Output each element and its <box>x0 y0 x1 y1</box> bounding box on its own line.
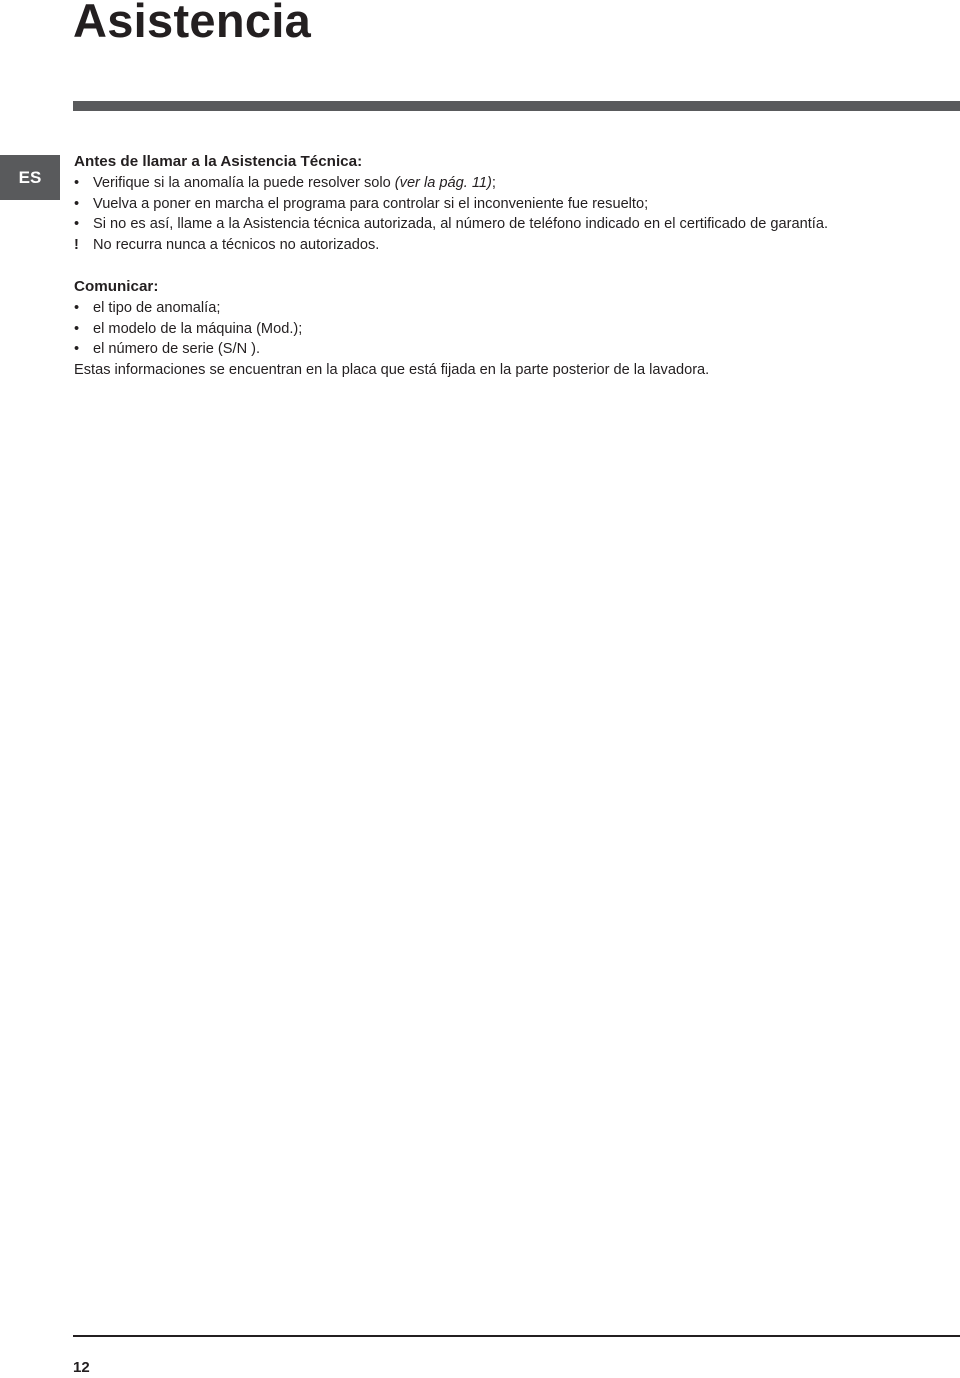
page-number: 12 <box>73 1359 90 1376</box>
page-reference: (ver la pág. 11) <box>394 174 492 191</box>
list-item-tail: ; <box>491 174 496 191</box>
warning-text: No recurra nunca a técnicos no autorizados. <box>93 237 380 254</box>
title-divider <box>73 101 960 111</box>
language-tab: ES <box>0 155 60 200</box>
list-item-text: Verifique si la anomalía la puede resolver solo <box>93 174 395 191</box>
list-item-text: Si no es así, llame a la Asistencia técnica autorizada, al número de teléfono indicado en el certificado de garantía. <box>93 216 828 233</box>
list-item-text: el modelo de la máquina (Mod.); <box>93 320 303 337</box>
communicate-heading: Comunicar: <box>74 277 159 295</box>
before-calling-heading: Antes de llamar a la Asistencia Técnica: <box>74 153 363 170</box>
warning-note <box>74 235 954 256</box>
before-calling-list <box>74 173 954 235</box>
communicate-section <box>74 277 954 381</box>
main-content <box>74 152 954 381</box>
list-item <box>74 194 954 215</box>
list-item-text: Vuelva a poner en marcha el programa para controlar si el inconveniente fue resuelto; <box>93 195 649 212</box>
list-item <box>74 214 954 235</box>
list-item-text: el número de serie (S/N ). <box>93 341 261 358</box>
footer-divider <box>73 1335 960 1337</box>
list-item <box>74 298 954 319</box>
communicate-list <box>74 298 954 360</box>
list-item <box>74 319 954 340</box>
list-item <box>74 173 954 194</box>
list-item-text: el tipo de anomalía; <box>93 299 221 316</box>
warning-mark: ! <box>74 237 79 254</box>
rating-plate-note: Estas informaciones se encuentran en la placa que está fijada en la parte posterior de la lavadora. <box>74 362 710 379</box>
list-item <box>74 339 954 360</box>
page-title: Asistencia <box>73 0 312 47</box>
